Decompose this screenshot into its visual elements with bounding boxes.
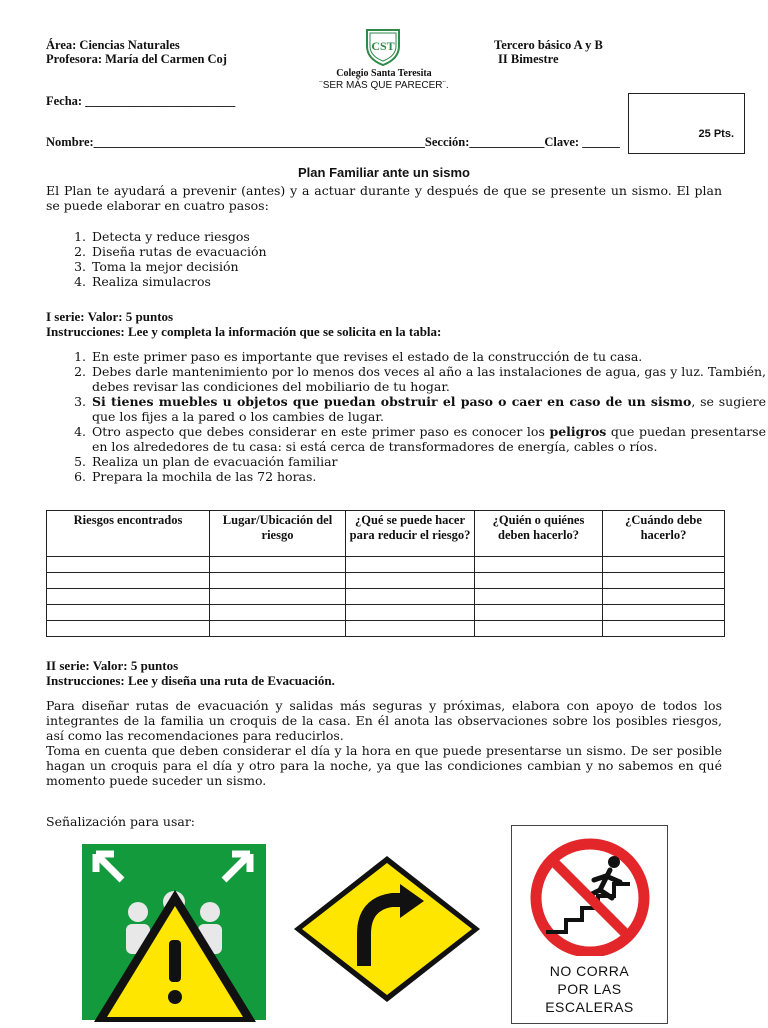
table-cell[interactable]: [210, 605, 346, 621]
list-item: 1. Detecta y reduce riesgos: [90, 229, 766, 244]
area-label: Área: Ciencias Naturales: [46, 38, 180, 52]
table-cell[interactable]: [210, 557, 346, 573]
table-cell[interactable]: [475, 557, 603, 573]
serie2-instructions: Instrucciones: Lee y diseña una ruta de Evacuación.: [46, 673, 335, 688]
table-cell[interactable]: [603, 573, 725, 589]
school-motto: ¨SER MÁS QUE PARECER¨.: [319, 80, 449, 91]
serie2-paragraph-1: Para diseñar rutas de evacuación y salidas más seguras y próximas, elabora con apoyo de todos los integrantes de la familia un croquis de la casa. En él anota las observaciones sobre los posibles riesgos, así como las recomendaciones para reducirlos.: [46, 698, 722, 743]
table-row: [47, 621, 725, 637]
table-cell[interactable]: [210, 621, 346, 637]
table-cell[interactable]: [603, 557, 725, 573]
table-cell[interactable]: [47, 621, 210, 637]
item-text: , se sugiere que los fijes a la pared o los cambies de lugar.: [92, 394, 766, 424]
table-cell[interactable]: [475, 589, 603, 605]
table-cell[interactable]: [47, 589, 210, 605]
list-item: [90, 424, 766, 454]
table-row: [47, 605, 725, 621]
list-item: 5. Realiza un plan de evacuación familiar: [90, 454, 766, 469]
table-cell[interactable]: [210, 589, 346, 605]
serie1-instructions: Instrucciones: Lee y completa la información que se solicita en la tabla:: [46, 324, 442, 339]
table-cell[interactable]: [47, 605, 210, 621]
table-row: [47, 557, 725, 573]
table-cell[interactable]: [603, 605, 725, 621]
assembly-warning-sign: [78, 840, 270, 1024]
item-text: que puedan presentarse en los alrededores de tu casa: si está cerca de transformadores de energía, cables o ríos.: [92, 424, 766, 454]
school-logo: [361, 28, 405, 66]
list-item: 4. Realiza simulacros: [90, 274, 766, 289]
risk-table: [46, 510, 725, 637]
sign-text-line: POR LAS: [557, 981, 622, 997]
points-label: 25 Pts.: [698, 128, 734, 140]
term-label: II Bimestre: [498, 52, 559, 66]
table-cell[interactable]: [47, 557, 210, 573]
no-running-icon: [522, 836, 659, 956]
svg-text:CST: CST: [371, 39, 395, 53]
sign-text-line: ESCALERAS: [545, 999, 634, 1015]
name-field-line[interactable]: Nombre:_____________________________________________________Sección:____________Clave: ______: [46, 135, 620, 149]
list-item: 3. Toma la mejor decisión: [90, 259, 766, 274]
table-cell[interactable]: [346, 605, 475, 621]
table-cell[interactable]: [603, 621, 725, 637]
list-item: [90, 394, 766, 424]
table-header: ¿Quién o quiénes deben hacerlo?: [475, 511, 603, 557]
serie1-heading: I serie: Valor: 5 puntos: [46, 309, 174, 324]
list-item: 6. Prepara la mochila de las 72 horas.: [90, 469, 766, 484]
table-header: Lugar/Ubicación del riesgo: [210, 511, 346, 557]
serie1-list: [46, 349, 766, 484]
intro-paragraph: El Plan te ayudará a prevenir (antes) y a actuar durante y después de que se presente un sismo. El plan se puede elaborar en cuatro pasos:: [46, 183, 722, 213]
exclamation-icon: [169, 940, 181, 982]
table-cell[interactable]: [210, 573, 346, 589]
teacher-label: Profesora: María del Carmen Coj: [46, 52, 227, 66]
serie2-paragraph-2: Toma en cuenta que deben considerar el día y la hora en que puede presentarse un sismo. De ser posible hagan un croquis para el día y otro para la noche, ya que las condiciones cambian y no sabemos en qué momento puede suceder un sismo.: [46, 743, 722, 788]
curve-sign: [292, 854, 482, 1004]
emphasis-text: peligros: [549, 424, 607, 439]
page-title: Plan Familiar ante un sismo: [298, 165, 470, 180]
table-header: ¿Qué se puede hacer para reducir el riesgo?: [346, 511, 475, 557]
diamond-fill: [302, 863, 472, 995]
table-cell[interactable]: [346, 557, 475, 573]
table-cell[interactable]: [346, 573, 475, 589]
table-cell[interactable]: [346, 589, 475, 605]
no-running-stairs-sign: [511, 825, 668, 1024]
table-row: [47, 573, 725, 589]
school-name: Colegio Santa Teresita: [336, 68, 432, 79]
sign-text-line: NO CORRA: [549, 963, 630, 979]
table-cell[interactable]: [475, 573, 603, 589]
table-row: [47, 589, 725, 605]
steps-list: [46, 229, 766, 289]
table-header: ¿Cuándo debe hacerlo?: [603, 511, 725, 557]
list-item: 2. Debes darle mantenimiento por lo menos dos veces al año a las instalaciones de agua, gas y luz. También, debes revisar las condiciones del mobiliario de tu hogar.: [90, 364, 766, 394]
emphasis-text: Si tienes muebles u objetos que puedan obstruir el paso o caer en caso de un sismo: [92, 394, 692, 409]
serie2-heading: II serie: Valor: 5 puntos: [46, 658, 179, 673]
table-cell[interactable]: [475, 605, 603, 621]
list-item: 1. En este primer paso es importante que revises el estado de la construcción de tu casa.: [90, 349, 766, 364]
score-box: [628, 93, 745, 154]
table-cell[interactable]: [603, 589, 725, 605]
grade-label: Tercero básico A y B: [494, 38, 603, 52]
list-item: 2. Diseña rutas de evacuación: [90, 244, 766, 259]
table-cell[interactable]: [475, 621, 603, 637]
table-cell[interactable]: [346, 621, 475, 637]
item-text: Otro aspecto que debes considerar en este primer paso es conocer los: [92, 424, 550, 439]
table-header: Riesgos encontrados: [47, 511, 210, 557]
table-cell[interactable]: [47, 573, 210, 589]
date-field[interactable]: Fecha: ________________________: [46, 94, 236, 108]
signs-label: Señalización para usar:: [46, 814, 196, 829]
